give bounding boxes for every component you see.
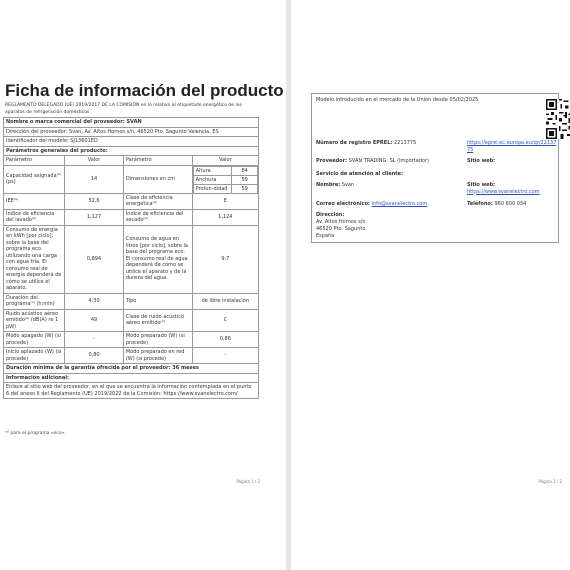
standby-value: 0,86 xyxy=(192,332,258,348)
energy-class-label: Clase de eficiencia energética⁽ᵃ⁾ xyxy=(123,193,192,209)
header-param-2: Parámetro xyxy=(123,156,192,166)
phone-value: 960 600 034 xyxy=(494,201,527,207)
duration-value: 4:30 xyxy=(65,293,124,309)
wash-index-value: 1,127 xyxy=(65,209,124,225)
eprel-label: Número de registro EPREL: xyxy=(316,140,393,146)
supplier-info-box xyxy=(311,93,559,243)
product-info-table xyxy=(3,117,259,399)
dimensions-subtable xyxy=(193,166,258,193)
energy-consumption-label: Consumo de energía en kWh [por ciclo], sobre la base del programa eco utilizando una carga con agua fría. El consumo real de energía dependerá de cómo se utilice el aparato. xyxy=(4,225,65,293)
page-title: Ficha de información del producto xyxy=(5,81,284,100)
email-row xyxy=(316,201,427,208)
address-line-1: Av. Altos Hornos s/n xyxy=(316,219,366,225)
standby-label: Modo preparado (W) (si procede) xyxy=(123,332,192,348)
customer-service-heading: Servicio de atención al cliente: xyxy=(316,171,404,177)
additional-info-heading: Información adicional: xyxy=(4,373,259,383)
email-link[interactable]: info@svanelectro.com xyxy=(371,201,428,207)
general-params-heading: Parámetros generales del producto: xyxy=(4,146,259,156)
page-number-1: Página 1 / 2 xyxy=(236,479,260,484)
iee-value: 52,6 xyxy=(65,193,124,209)
delay-start-label: Inicio aplazado (W) (si procede) xyxy=(4,348,65,364)
page-number-2: Página 2 / 2 xyxy=(538,479,562,484)
eprel-value: 2213775 xyxy=(393,140,417,146)
energy-consumption-value: 0,894 xyxy=(65,225,124,293)
model-identifier: Identificador del modelo: SJ13601ED xyxy=(4,137,259,147)
width-value: 59 xyxy=(232,175,258,184)
qr-code-icon[interactable] xyxy=(546,99,570,139)
off-mode-label: Modo apagado (W) (si procede) xyxy=(4,332,65,348)
phone-row xyxy=(467,201,526,208)
supplier-address: Dirección del proveedor: Svan, Av. Altos Hornos s/n, 46520 Pto. Sagunto Valencia, ES xyxy=(4,127,259,137)
supplier-label: Proveedor: xyxy=(316,158,348,164)
noise-label: Ruido acústico aéreo emitido⁽ᵃ⁾ (dB(A) re 1 pW) xyxy=(4,309,65,332)
delay-start-value: 0,80 xyxy=(65,348,124,364)
off-mode-value: - xyxy=(65,332,124,348)
web-row xyxy=(467,182,557,195)
depth-label: Profun-didad xyxy=(193,184,232,193)
footnote: ⁽ᵃ⁾ para el programa «eco». xyxy=(5,431,66,436)
noise-value: 49 xyxy=(65,309,124,332)
email-label: Correo electrónico: xyxy=(316,201,371,207)
web-label: Sitio web: xyxy=(467,182,496,188)
dry-index-label: Índice de eficiencia del secado⁽ᵃ⁾ xyxy=(123,209,192,225)
water-consumption-value: 9,7 xyxy=(192,225,258,293)
water-consumption-label: Consumo de agua en litros [por ciclo], sobre la base del programa eco. El consumo real de agua dependerá de cómo se utilice el aparato y de la dureza del agua. xyxy=(123,225,192,293)
dimensions-cell xyxy=(192,165,258,193)
network-standby-value: - xyxy=(192,348,258,364)
noise-class-value: C xyxy=(192,309,258,332)
energy-class-value: E xyxy=(192,193,258,209)
noise-class-label: Clase de ruido acústico aéreo emitido⁽ᵃ⁾ xyxy=(123,309,192,332)
type-value: de libre instalación xyxy=(192,293,258,309)
name-label: Nombre: xyxy=(316,182,341,188)
address-label: Dirección: xyxy=(316,212,345,218)
supplier-link-text: Enlace al sitio web del proveedor, en el que se encuentra la información contemplada en el punto 6 del anexo II del Reglamento (UE) 2019/2022 de la Comisión: https://www.svanelectro.com/ xyxy=(4,383,259,399)
header-param-1: Parámetro xyxy=(4,156,65,166)
phone-label: Teléfono: xyxy=(467,201,493,207)
eprel-row xyxy=(316,140,416,147)
wash-index-label: Índice de eficiencia del lavado⁽ᵃ⁾ xyxy=(4,209,65,225)
name-value: Svan xyxy=(341,182,355,188)
regulation-text: REGLAMENTO DELEGADO (UE) 2019/2017 DE LA COMISIÓN en lo relativo al etiquetado energético de los aparatos de refrigeración domésticos xyxy=(5,103,242,115)
iee-label: IEE⁽ᵃ⁾ xyxy=(4,193,65,209)
height-label: Altura xyxy=(193,166,232,175)
supplier-name: Nombre o marca comercial del proveedor: SVAN xyxy=(4,118,259,128)
capacity-label: Capacidad asignada⁽ᵃ⁾ (ps) xyxy=(4,165,65,193)
web-link[interactable]: https://www.svanelectro.com xyxy=(467,188,540,195)
page-2 xyxy=(291,0,570,570)
capacity-value: 14 xyxy=(65,165,124,193)
warranty: Duración mínima de la garantía ofrecida por el proveedor: 36 meses xyxy=(4,364,259,374)
type-label: Tipo xyxy=(123,293,192,309)
website-label: Sitio web: xyxy=(467,158,496,164)
dimensions-label: Dimensiones en cm xyxy=(123,165,192,193)
dry-index-value: 1,124 xyxy=(192,209,258,225)
address-line-2: 46520 Pto. Sagunto xyxy=(316,226,366,232)
header-value-2: Valor xyxy=(192,156,258,166)
market-date: Modelo introducido en el mercado de la Unión desde 05/02/2025 xyxy=(316,97,479,103)
eprel-link[interactable]: https://eprel.ec.europa.eu/qr/2213775 xyxy=(467,140,557,153)
width-label: Anchura xyxy=(193,175,232,184)
duration-label: Duración del programa⁽ᵃ⁾ (h:min) xyxy=(4,293,65,309)
depth-value: 59 xyxy=(232,184,258,193)
height-value: 84 xyxy=(232,166,258,175)
header-value-1: Valor xyxy=(65,156,124,166)
address-line-3: España xyxy=(316,233,335,239)
network-standby-label: Modo preparado en red (W) (si procede) xyxy=(123,348,192,364)
supplier-value: SVAN TRADING. SL (Importador) xyxy=(348,158,429,164)
supplier-row xyxy=(316,158,429,165)
name-row xyxy=(316,182,354,189)
